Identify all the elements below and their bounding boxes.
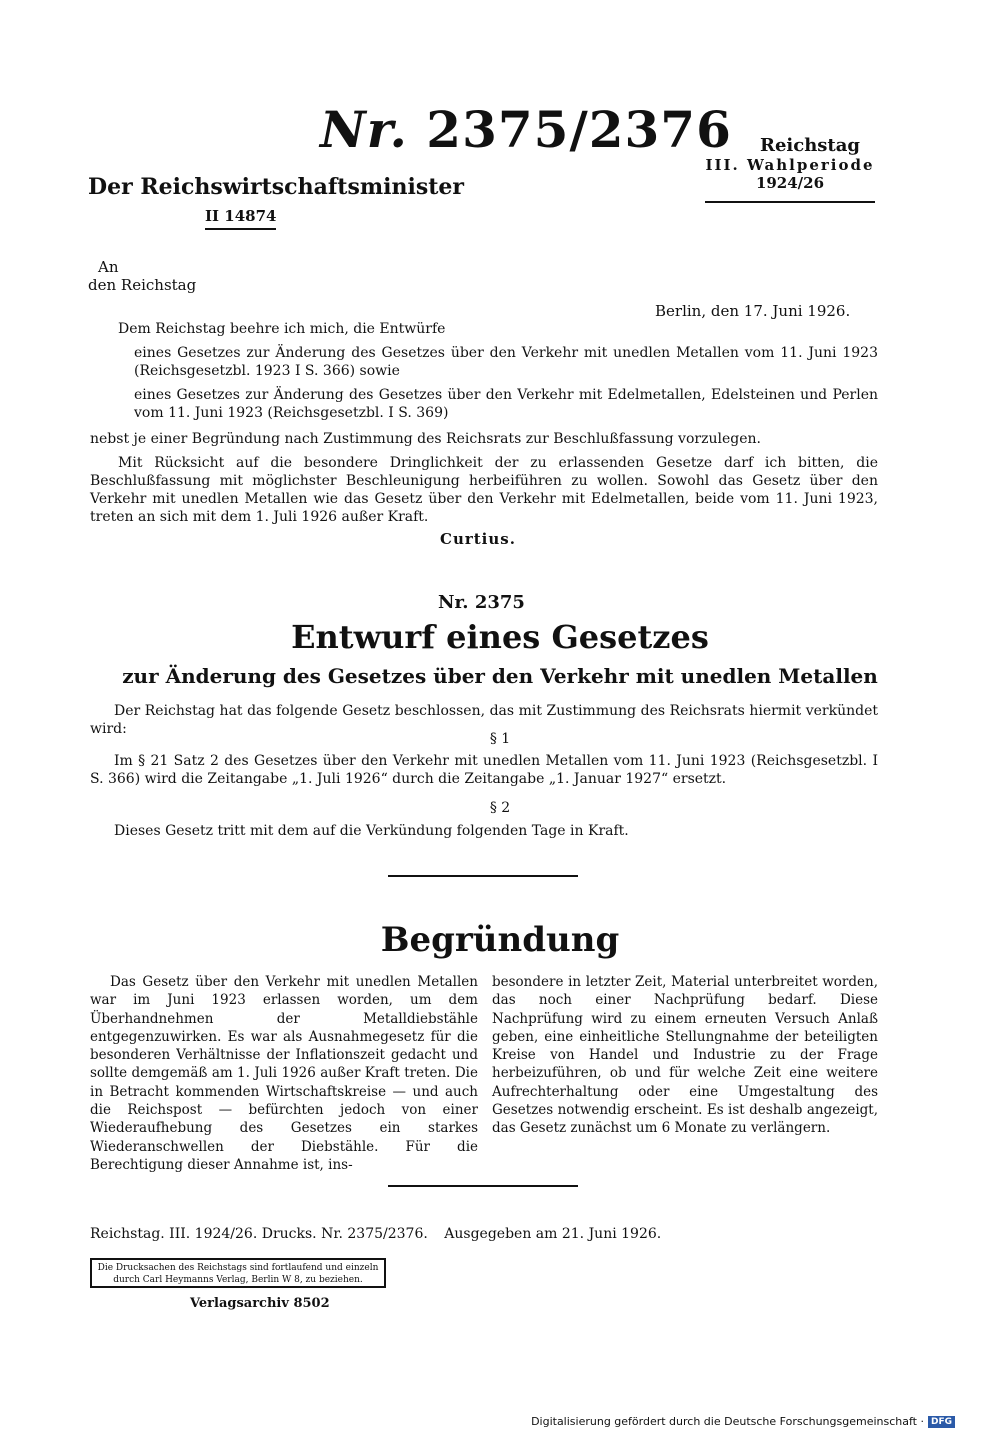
address-line-1: An: [98, 258, 119, 276]
reasoning-title: Begründung: [380, 920, 620, 960]
place-date: Berlin, den 17. Juni 1926.: [655, 302, 851, 320]
period-label: III. Wahlperiode: [705, 156, 875, 174]
digitization-credit: [531, 1415, 955, 1428]
publisher-notice: [90, 1258, 386, 1288]
section-divider: [388, 875, 578, 877]
signature: Curtius.: [440, 530, 516, 548]
reichstag-label: Reichstag: [760, 135, 860, 156]
footer-print-line: [90, 1226, 661, 1242]
document-number-value: 2375/2376: [426, 100, 732, 159]
period-years: 1924/26: [755, 174, 825, 192]
draft-subtitle: zur Änderung des Gesetzes über den Verkehr mit unedlen Metallen: [122, 664, 878, 688]
dfg-logo: DFG: [928, 1416, 955, 1428]
reasoning-column-left: Das Gesetz über den Verkehr mit unedlen Metallen war im Juni 1923 erlassen worden, um dem Überhandnehmen der Metalldiebstähle entgegenzuwirken. Es war als Ausnahmegesetz für die besonderen Verhältnisse der Inflationszeit gedacht und sollte demgemäß am 1. Juli 1926 außer Kraft treten. Die in Betracht kommenden Wirtschaftskreise — und auch die Reichspost — befürchten jedoch von einer Wiederaufhebung des Gesetzes ein starkes Wiederanschwellen der Diebstähle. Für die Berechtigung dieser Annahme ist, ins-: [90, 974, 478, 1173]
document-number-prefix: Nr.: [320, 100, 408, 159]
file-number: II 14874: [205, 207, 276, 230]
section-2-text: Dieses Gesetz tritt mit dem auf die Verkündung folgenden Tage in Kraft.: [114, 823, 629, 839]
letter-item-1: eines Gesetzes zur Änderung des Gesetzes über den Verkehr mit unedlen Metallen vom 11. Juni 1923 (Reichsgesetzbl. 1923 I S. 366) sowie: [134, 345, 878, 379]
print-reference: Reichstag. III. 1924/26. Drucks. Nr. 2375/2376.: [90, 1226, 428, 1242]
period-underline: [705, 201, 875, 203]
address-line-2: den Reichstag: [88, 276, 197, 294]
section-1-text: Im § 21 Satz 2 des Gesetzes über den Verkehr mit unedlen Metallen vom 11. Juni 1923 (Reichsgesetzbl. I S. 366) wird die Zeitangabe „1. Juli 1926“ durch die Zeitangabe „1. Januar 1927“ ersetzt.: [90, 753, 878, 787]
issue-date: Ausgegeben am 21. Juni 1926.: [444, 1226, 662, 1242]
archive-number: Verlagsarchiv 8502: [190, 1296, 330, 1311]
section-1-mark: § 1: [489, 731, 511, 747]
reasoning-column-right: besondere in letzter Zeit, Material unterbreitet worden, das noch einer Nachprüfung bedarf. Diese Nachprüfung wird zu einem erneuten Versuch Anlaß geben, eine einheitliche Stellungnahme der beteiligten Kreise von Handel und Industrie zu der Frage herbeizuführen, ob und für welche Zeit eine weitere Aufrechterhaltung oder eine Umgestaltung des Gesetzes notwendig erscheint. Es ist deshalb angezeigt, das Gesetz zunächst um 6 Monate zu verlängern.: [492, 974, 878, 1137]
footer-divider: [388, 1185, 578, 1187]
draft-title: Entwurf eines Gesetzes: [291, 618, 709, 656]
reichstag-period-block: [700, 135, 880, 192]
enactment-clause: Der Reichstag hat das folgende Gesetz beschlossen, das mit Zustimmung des Reichsrats hiermit verkündet wird:: [90, 703, 878, 737]
ministry-heading: Der Reichswirtschaftsminister: [88, 174, 464, 200]
publisher-notice-line-2: durch Carl Heymanns Verlag, Berlin W 8, zu beziehen.: [113, 1275, 363, 1285]
letter-closing: nebst je einer Begründung nach Zustimmung des Reichsrats zur Beschlußfassung vorzulegen.: [90, 431, 761, 447]
letter-item-2: eines Gesetzes zur Änderung des Gesetzes über den Verkehr mit Edelmetallen, Edelsteinen und Perlen vom 11. Juni 1923 (Reichsgesetzbl. I S. 369): [134, 387, 878, 421]
letter-urgency: Mit Rücksicht auf die besondere Dringlichkeit der zu erlassenden Gesetze darf ich bitten, die Beschlußfassung mit möglichster Beschleunigung herbeiführen zu wollen. Sowohl das Gesetz über den Verkehr mit unedlen Metallen wie das Gesetz über den Verkehr mit Edelmetallen, beide vom 11. Juni 1923, treten an sich mit dem 1. Juli 1926 außer Kraft.: [90, 455, 878, 525]
document-number: [320, 100, 732, 159]
section-2-mark: § 2: [489, 800, 511, 816]
publisher-notice-line-1: Die Drucksachen des Reichstags sind fortlaufend und einzeln: [97, 1263, 379, 1273]
draft-number: Nr. 2375: [438, 592, 525, 613]
digitization-credit-text: Digitalisierung gefördert durch die Deutsche Forschungsgemeinschaft ·: [531, 1415, 924, 1428]
letter-intro: Dem Reichstag beehre ich mich, die Entwürfe: [118, 321, 446, 337]
